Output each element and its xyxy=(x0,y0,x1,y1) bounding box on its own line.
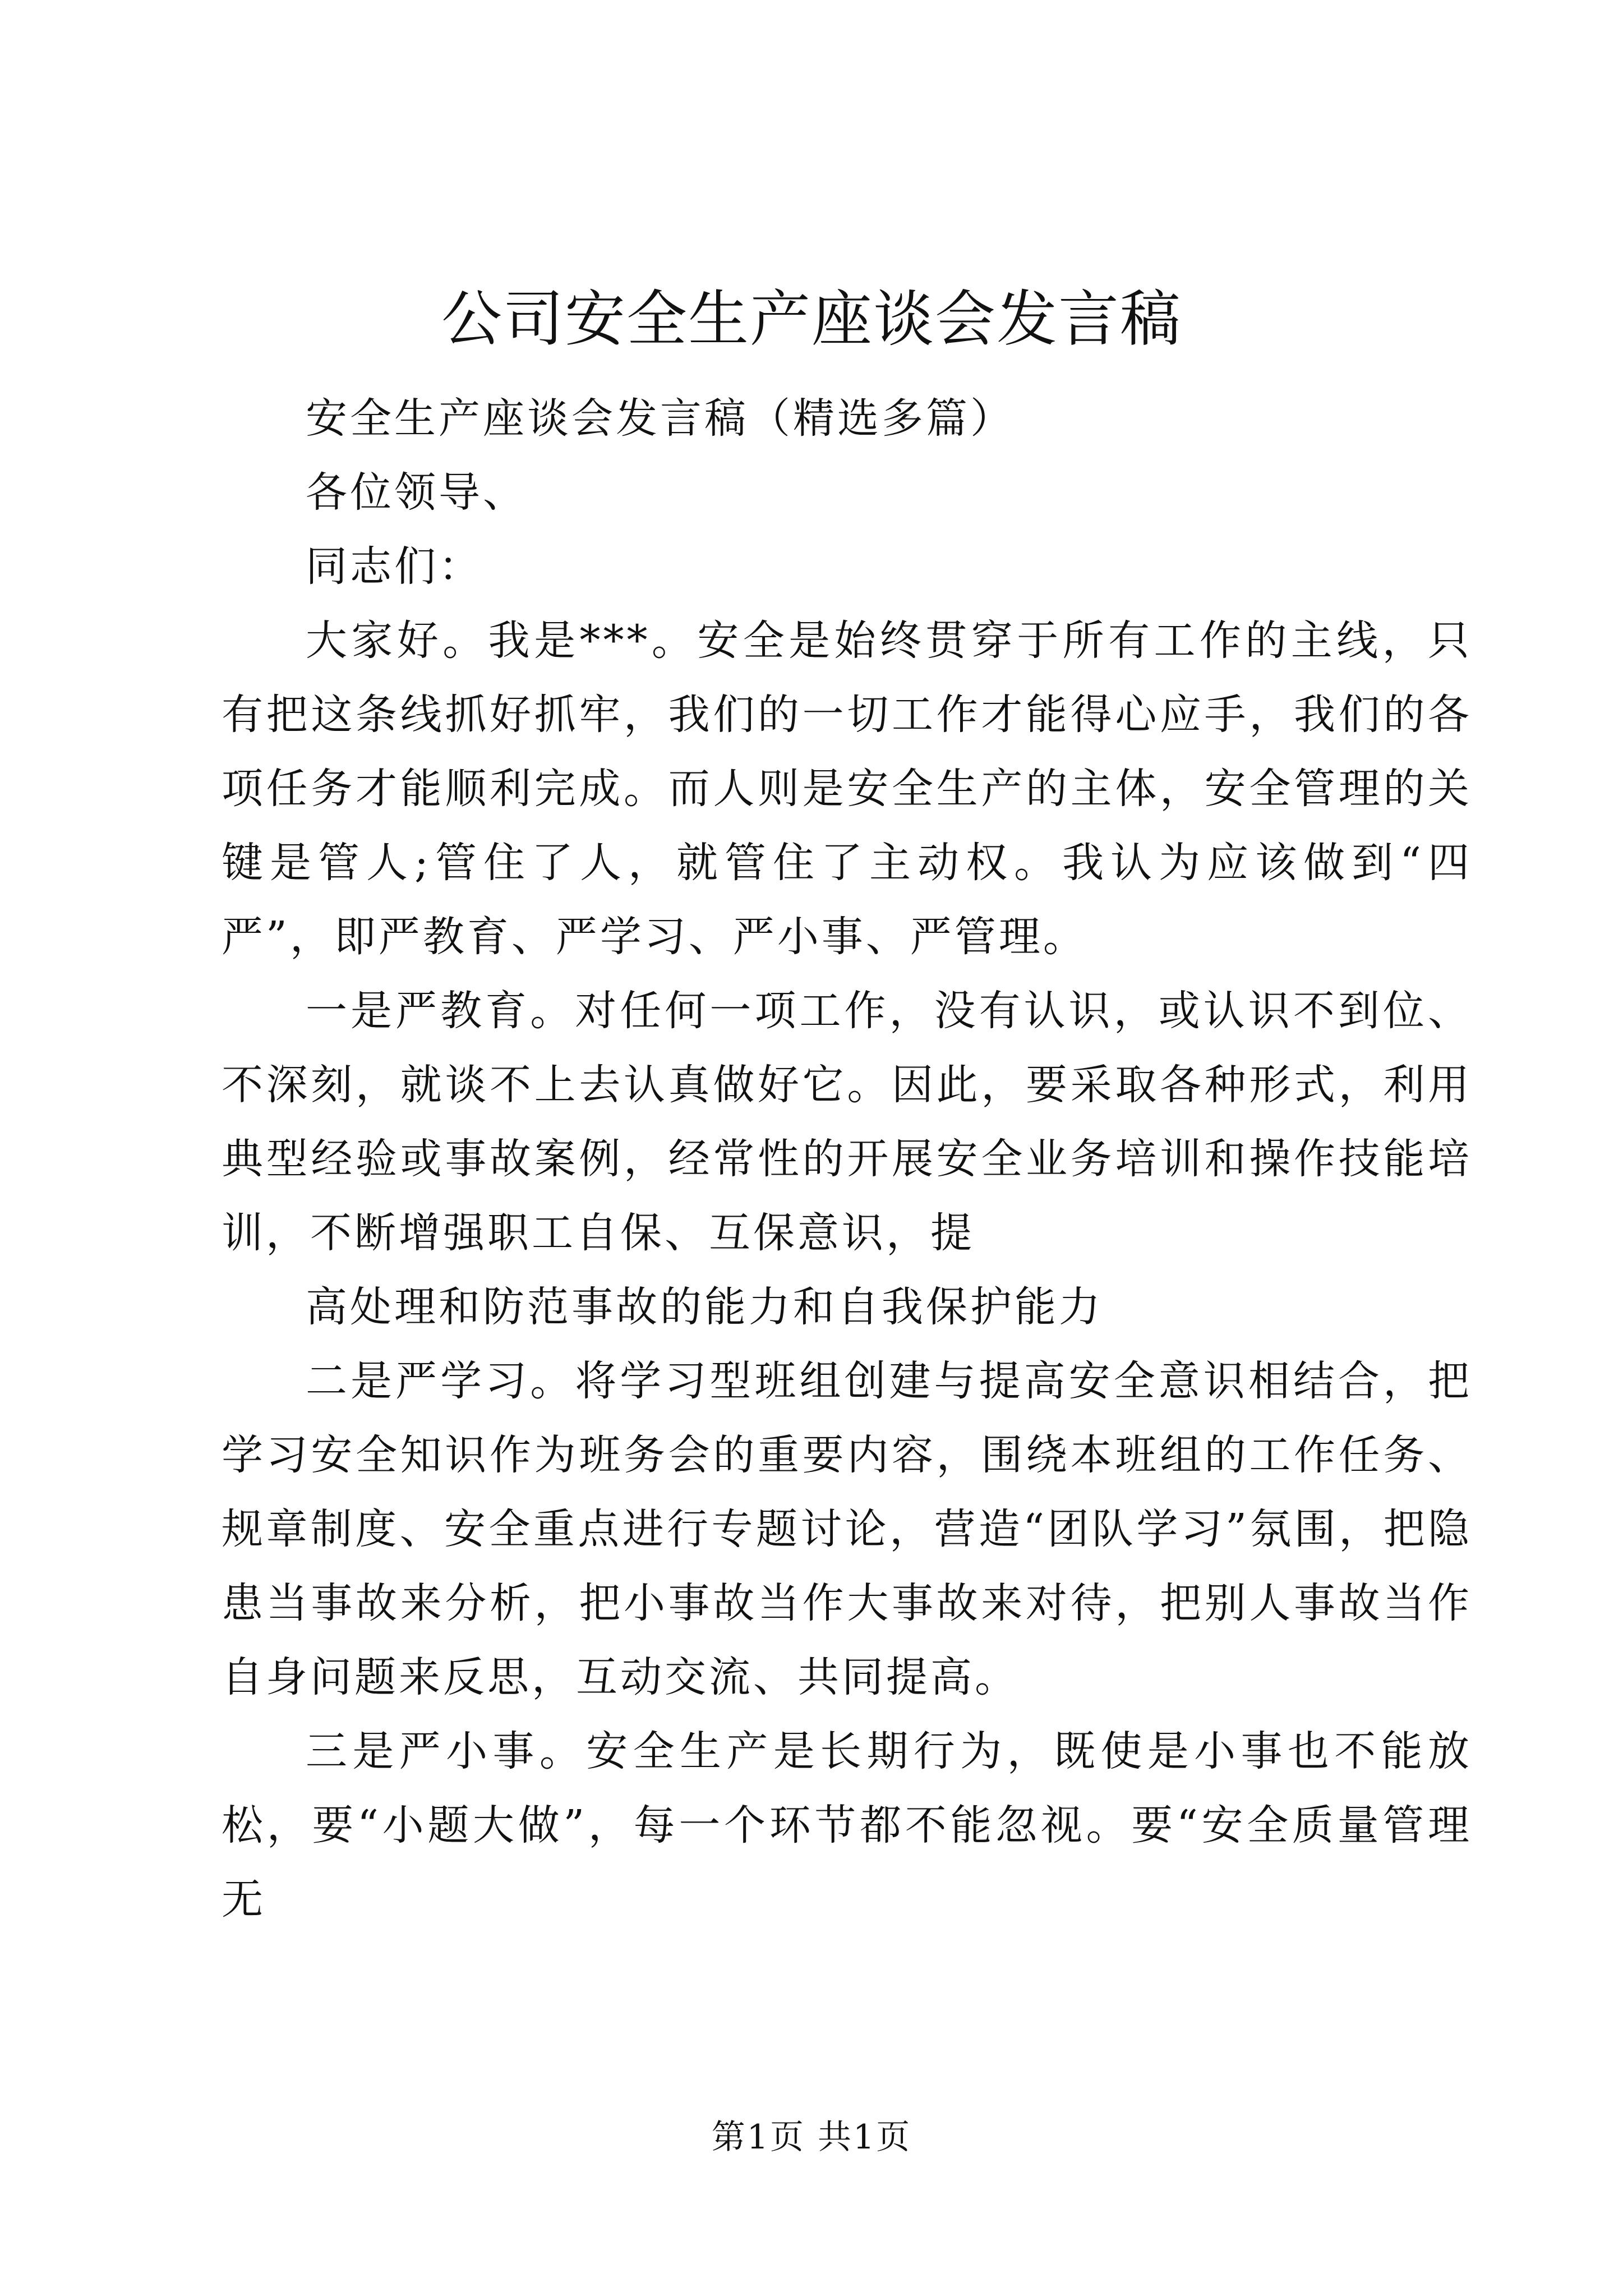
paragraph-point-3: 三是严小事。安全生产是长期行为，既使是小事也不能放松，要“小题大做”，每一个环节都不能忽视。要“安全质量管理无 xyxy=(222,1727,1472,1924)
paragraph-subtitle: 安全生产座谈会发言稿（精选多篇） xyxy=(306,394,1015,443)
document-body xyxy=(222,381,1472,1936)
paragraph-point-2: 二是严学习。将学习型班组创建与提高安全意识相结合，把学习安全知识作为班务会的重要内容，围绕本班组的工作任务、规章制度、安全重点进行专题讨论，营造“团队学习”氛围，把隐患当事故来分析，把小事故当作大事故来对待，把别人事故当作自身问题来反思，互动交流、共同提高。 xyxy=(222,1357,1472,1701)
paragraph-point-1-continued: 高处理和防范事故的能力和自我保护能力 xyxy=(306,1283,1103,1331)
paragraph-intro: 大家好。我是***。安全是始终贯穿于所有工作的主线，只有把这条线抓好抓牢，我们的一切工作才能得心应手，我们的各项任务才能顺利完成。而人则是安全生产的主体，安全管理的关键是管人;管住了人，就管住了主动权。我认为应该做到“四严”，即严教育、严学习、严小事、严管理。 xyxy=(222,616,1472,961)
paragraph-point-1: 一是严教育。对任何一项工作，没有认识，或认识不到位、不深刻，就谈不上去认真做好它。因此，要采取各种形式，利用典型经验或事故案例，经常性的开展安全业务培训和操作技能培训，不断增强职工自保、互保意识，提 xyxy=(222,987,1472,1257)
page-footer: 第1页 共1页 xyxy=(711,2118,912,2157)
paragraph-salutation-2: 同志们： xyxy=(306,542,483,591)
document-title: 公司安全生产座谈会发言稿 xyxy=(441,284,1182,355)
paragraph-salutation-1: 各位领导、 xyxy=(306,468,527,517)
